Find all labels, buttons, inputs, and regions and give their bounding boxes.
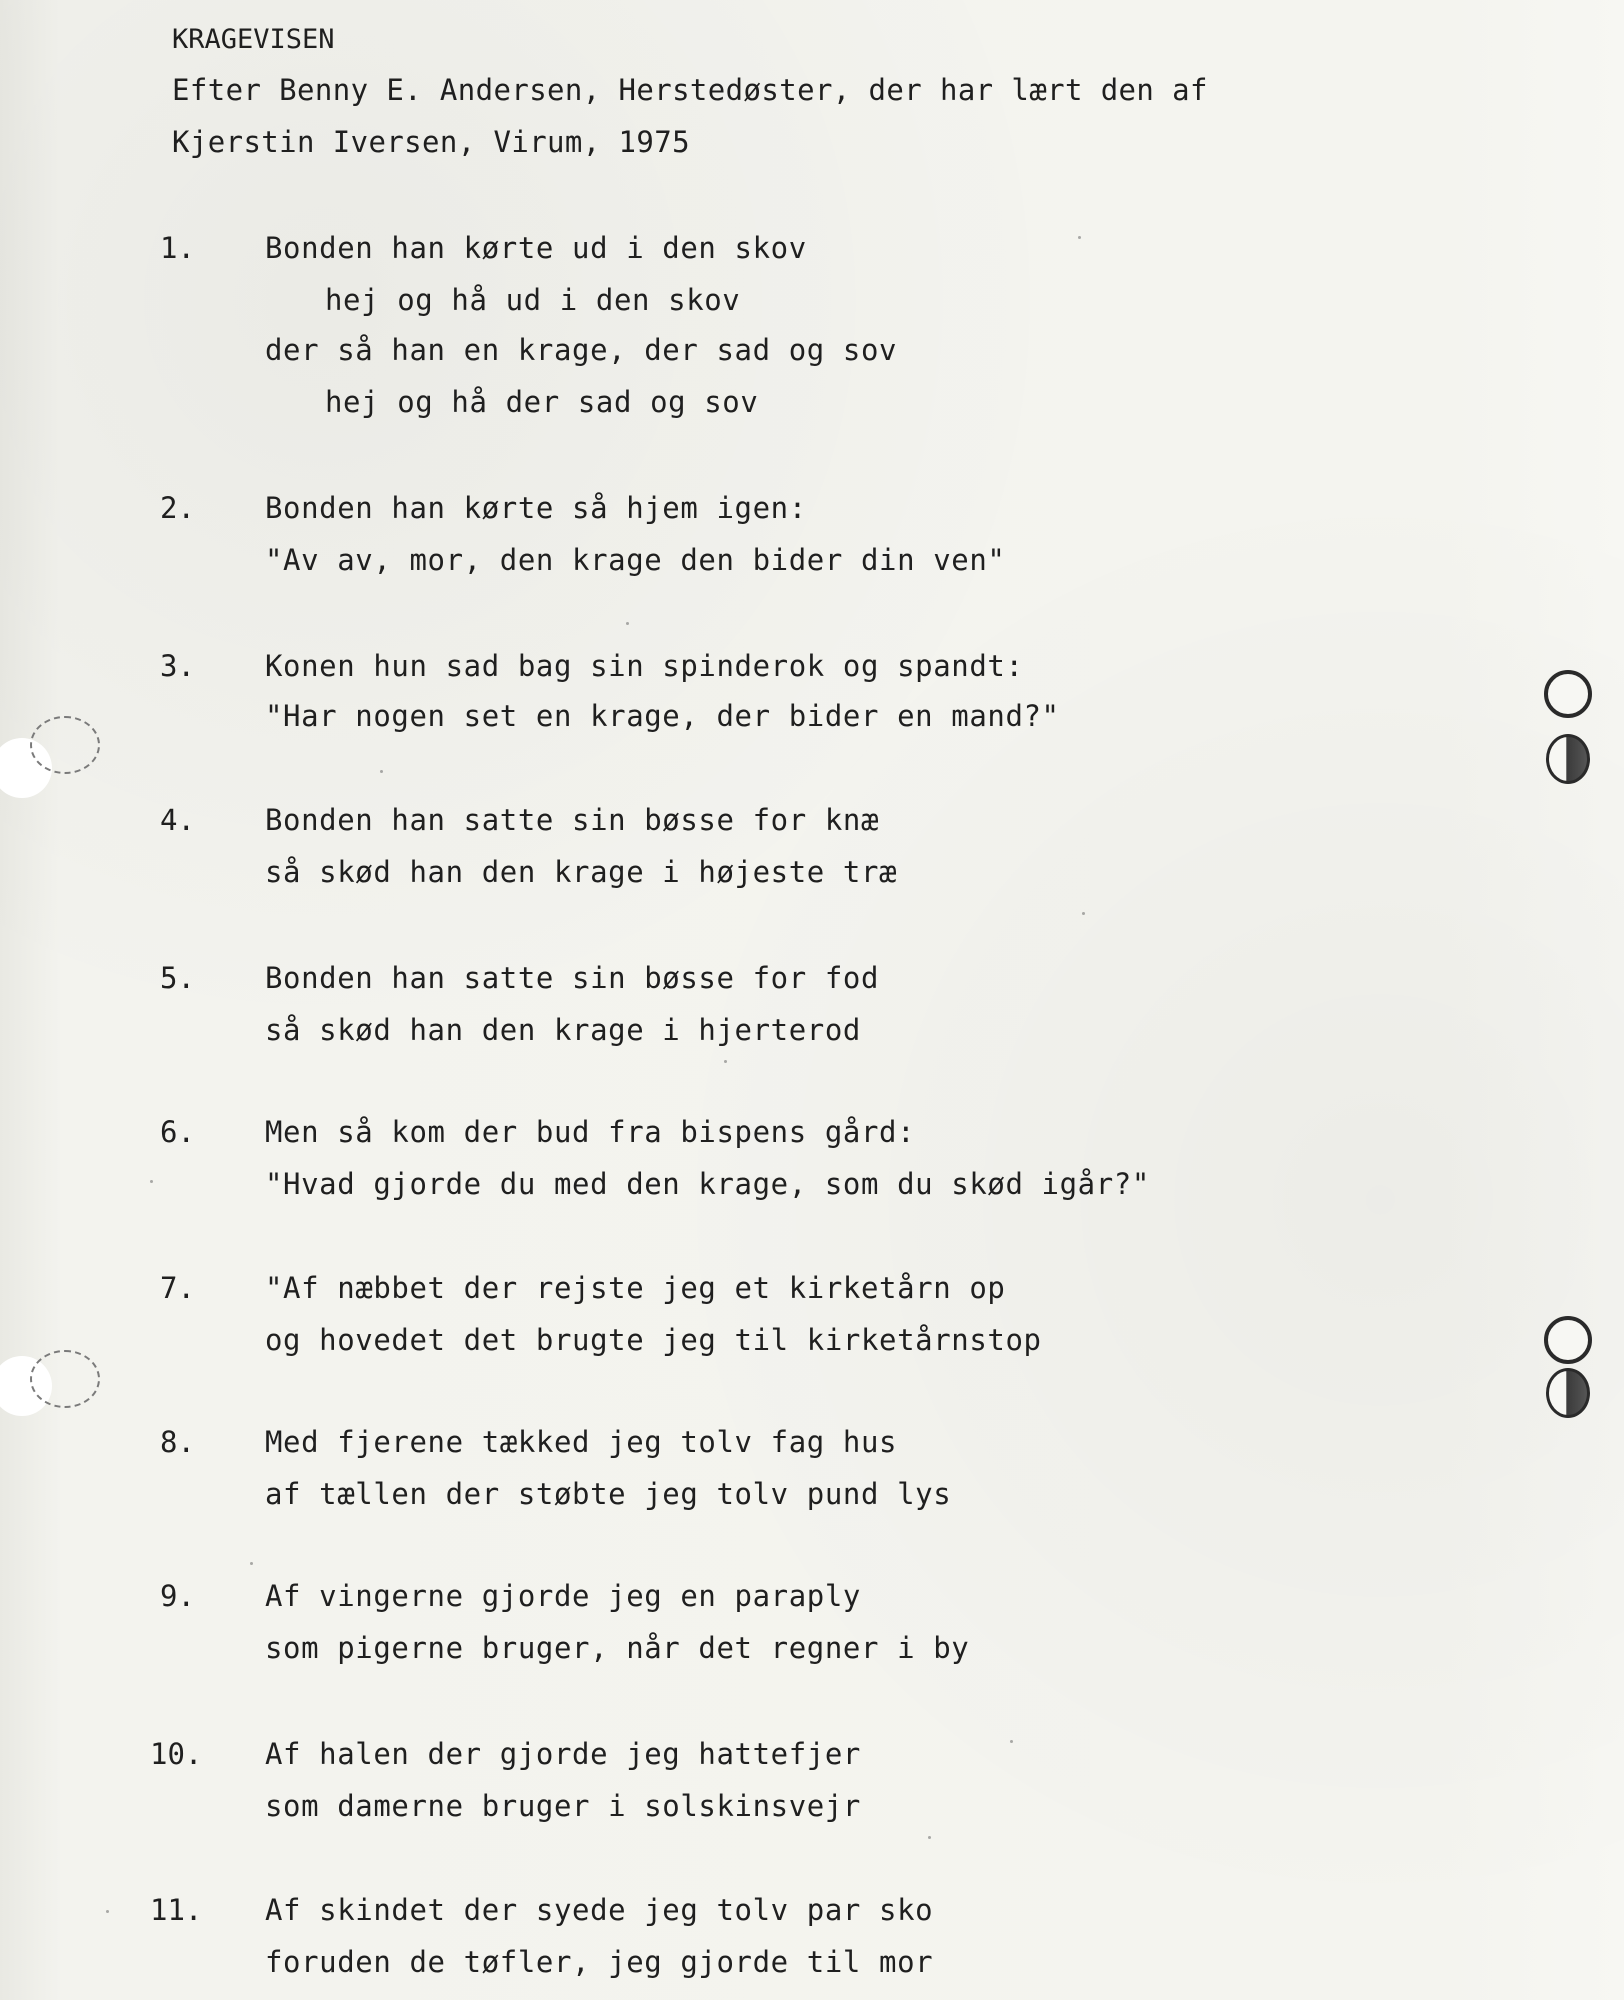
punch-hole-mark bbox=[1544, 670, 1592, 718]
verse-refrain-line: hej og hå der sad og sov bbox=[325, 385, 759, 419]
punch-hole-mark bbox=[1546, 1368, 1590, 1418]
verse-line: som pigerne bruger, når det regner i by bbox=[265, 1631, 970, 1665]
verse-number: 8. bbox=[160, 1425, 195, 1459]
verse-number: 6. bbox=[160, 1115, 195, 1149]
verse-line: foruden de tøfler, jeg gjorde til mor bbox=[265, 1945, 934, 1979]
scan-speck bbox=[250, 1562, 253, 1565]
scan-speck bbox=[626, 622, 629, 625]
verse-line: Af vingerne gjorde jeg en paraply bbox=[265, 1579, 861, 1613]
verse-line: "Har nogen set en krage, der bider en mand?" bbox=[265, 699, 1060, 733]
scan-speck bbox=[724, 1060, 727, 1063]
scan-speck bbox=[1082, 912, 1085, 915]
verse-line: Bonden han kørte så hjem igen: bbox=[265, 491, 807, 525]
scan-speck bbox=[150, 1180, 153, 1183]
verse-line: Bonden han satte sin bøsse for fod bbox=[265, 961, 880, 995]
verse-line: af tællen der støbte jeg tolv pund lys bbox=[265, 1477, 952, 1511]
verse-line: så skød han den krage i hjerterod bbox=[265, 1013, 861, 1047]
verse-number: 10. bbox=[150, 1737, 203, 1771]
scan-speck bbox=[380, 770, 383, 773]
verse-line: Bonden han satte sin bøsse for knæ bbox=[265, 803, 880, 837]
source-line: Efter Benny E. Andersen, Herstedøster, der har lært den af bbox=[172, 73, 1208, 107]
scan-speck bbox=[1078, 236, 1081, 239]
verse-number: 9. bbox=[160, 1579, 195, 1613]
verse-line: Af halen der gjorde jeg hattefjer bbox=[265, 1737, 861, 1771]
punch-hole-mark bbox=[1546, 734, 1590, 784]
document-title: KRAGEVISEN bbox=[172, 24, 335, 55]
verse-line: så skød han den krage i højeste træ bbox=[265, 855, 898, 889]
verse-line: Konen hun sad bag sin spinderok og spandt: bbox=[265, 649, 1024, 683]
verse-number: 3. bbox=[160, 649, 195, 683]
binder-hole-ring bbox=[30, 716, 100, 774]
scan-speck bbox=[106, 1910, 109, 1913]
source-line: Kjerstin Iversen, Virum, 1975 bbox=[172, 125, 690, 159]
verse-line: som damerne bruger i solskinsvejr bbox=[265, 1789, 861, 1823]
scan-speck bbox=[1010, 1740, 1013, 1743]
binder-hole-ring bbox=[30, 1350, 100, 1408]
verse-line: "Hvad gjorde du med den krage, som du skød igår?" bbox=[265, 1167, 1150, 1201]
verse-number: 1. bbox=[160, 231, 195, 265]
verse-line: Af skindet der syede jeg tolv par sko bbox=[265, 1893, 934, 1927]
verse-line: Men så kom der bud fra bispens gård: bbox=[265, 1115, 916, 1149]
verse-line: og hovedet det brugte jeg til kirketårnstop bbox=[265, 1323, 1042, 1357]
verse-line: Med fjerene tækked jeg tolv fag hus bbox=[265, 1425, 898, 1459]
verse-number: 5. bbox=[160, 961, 195, 995]
verse-number: 4. bbox=[160, 803, 195, 837]
scan-speck bbox=[928, 1836, 931, 1839]
verse-line: "Av av, mor, den krage den bider din ven" bbox=[265, 543, 1006, 577]
verse-line: "Af næbbet der rejste jeg et kirketårn op bbox=[265, 1271, 1006, 1305]
verse-number: 7. bbox=[160, 1271, 195, 1305]
verse-refrain-line: hej og hå ud i den skov bbox=[325, 283, 741, 317]
verse-number: 2. bbox=[160, 491, 195, 525]
punch-hole-mark bbox=[1544, 1316, 1592, 1364]
verse-line: der så han en krage, der sad og sov bbox=[265, 333, 898, 367]
verse-line: Bonden han kørte ud i den skov bbox=[265, 231, 807, 265]
verse-number: 11. bbox=[150, 1893, 203, 1927]
